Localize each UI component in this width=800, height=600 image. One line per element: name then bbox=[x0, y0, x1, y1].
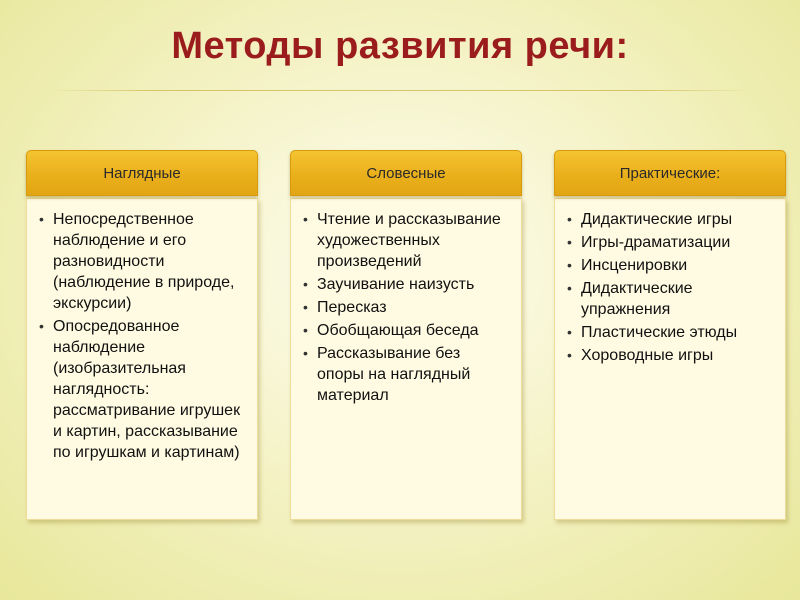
bullet-icon: • bbox=[303, 299, 308, 315]
list-item: • Пересказ bbox=[303, 299, 387, 316]
method-list bbox=[301, 209, 509, 406]
title-divider bbox=[48, 90, 752, 91]
bullet-icon: • bbox=[567, 257, 572, 273]
list-item: • Обобщающая беседа bbox=[303, 322, 479, 339]
bullet-icon: • bbox=[303, 322, 308, 338]
bullet-icon: • bbox=[567, 324, 572, 340]
bullet-icon: • bbox=[303, 345, 308, 361]
column-header-verbal: Словесные bbox=[290, 150, 522, 196]
list-item: • Хороводные игры bbox=[567, 347, 714, 364]
method-list bbox=[565, 209, 773, 366]
list-item: • Дидактические игры bbox=[567, 211, 733, 228]
bullet-icon: • bbox=[303, 211, 308, 227]
list-item: • Чтение и рассказывание художественных произведений bbox=[303, 211, 501, 270]
bullet-icon: • bbox=[567, 234, 572, 250]
bullet-icon: • bbox=[39, 211, 44, 227]
list-item: • Пластические этюды bbox=[567, 324, 738, 341]
page-title: Методы развития речи: bbox=[171, 25, 629, 67]
list-item: • Инсценировки bbox=[567, 257, 688, 274]
list-item: • Рассказывание без опоры на наглядный материал bbox=[303, 345, 471, 404]
bullet-icon: • bbox=[567, 347, 572, 363]
column-practical bbox=[554, 150, 786, 520]
list-item: • Непосредственное наблюдение и его разновидности (наблюдение в природе, экскурсии) bbox=[39, 211, 235, 312]
list-item: • Опосредованное наблюдение (изобразительная наглядность: рассматривание игрушек и картин, рассказывание по игрушкам и картинам) bbox=[39, 318, 241, 461]
column-visual bbox=[26, 150, 258, 520]
list-item: • Заучивание наизусть bbox=[303, 276, 475, 293]
column-body-visual bbox=[26, 198, 258, 520]
bullet-icon: • bbox=[567, 280, 572, 296]
list-item: • Игры-драматизации bbox=[567, 234, 731, 251]
bullet-icon: • bbox=[567, 211, 572, 227]
bullet-icon: • bbox=[39, 318, 44, 334]
column-verbal bbox=[290, 150, 522, 520]
column-body-verbal bbox=[290, 198, 522, 520]
column-body-practical bbox=[554, 198, 786, 520]
column-header-practical: Практические: bbox=[554, 150, 786, 196]
bullet-icon: • bbox=[303, 276, 308, 292]
list-item: • Дидактические упражнения bbox=[567, 280, 693, 318]
column-header-visual: Наглядные bbox=[26, 150, 258, 196]
method-list bbox=[37, 209, 245, 463]
